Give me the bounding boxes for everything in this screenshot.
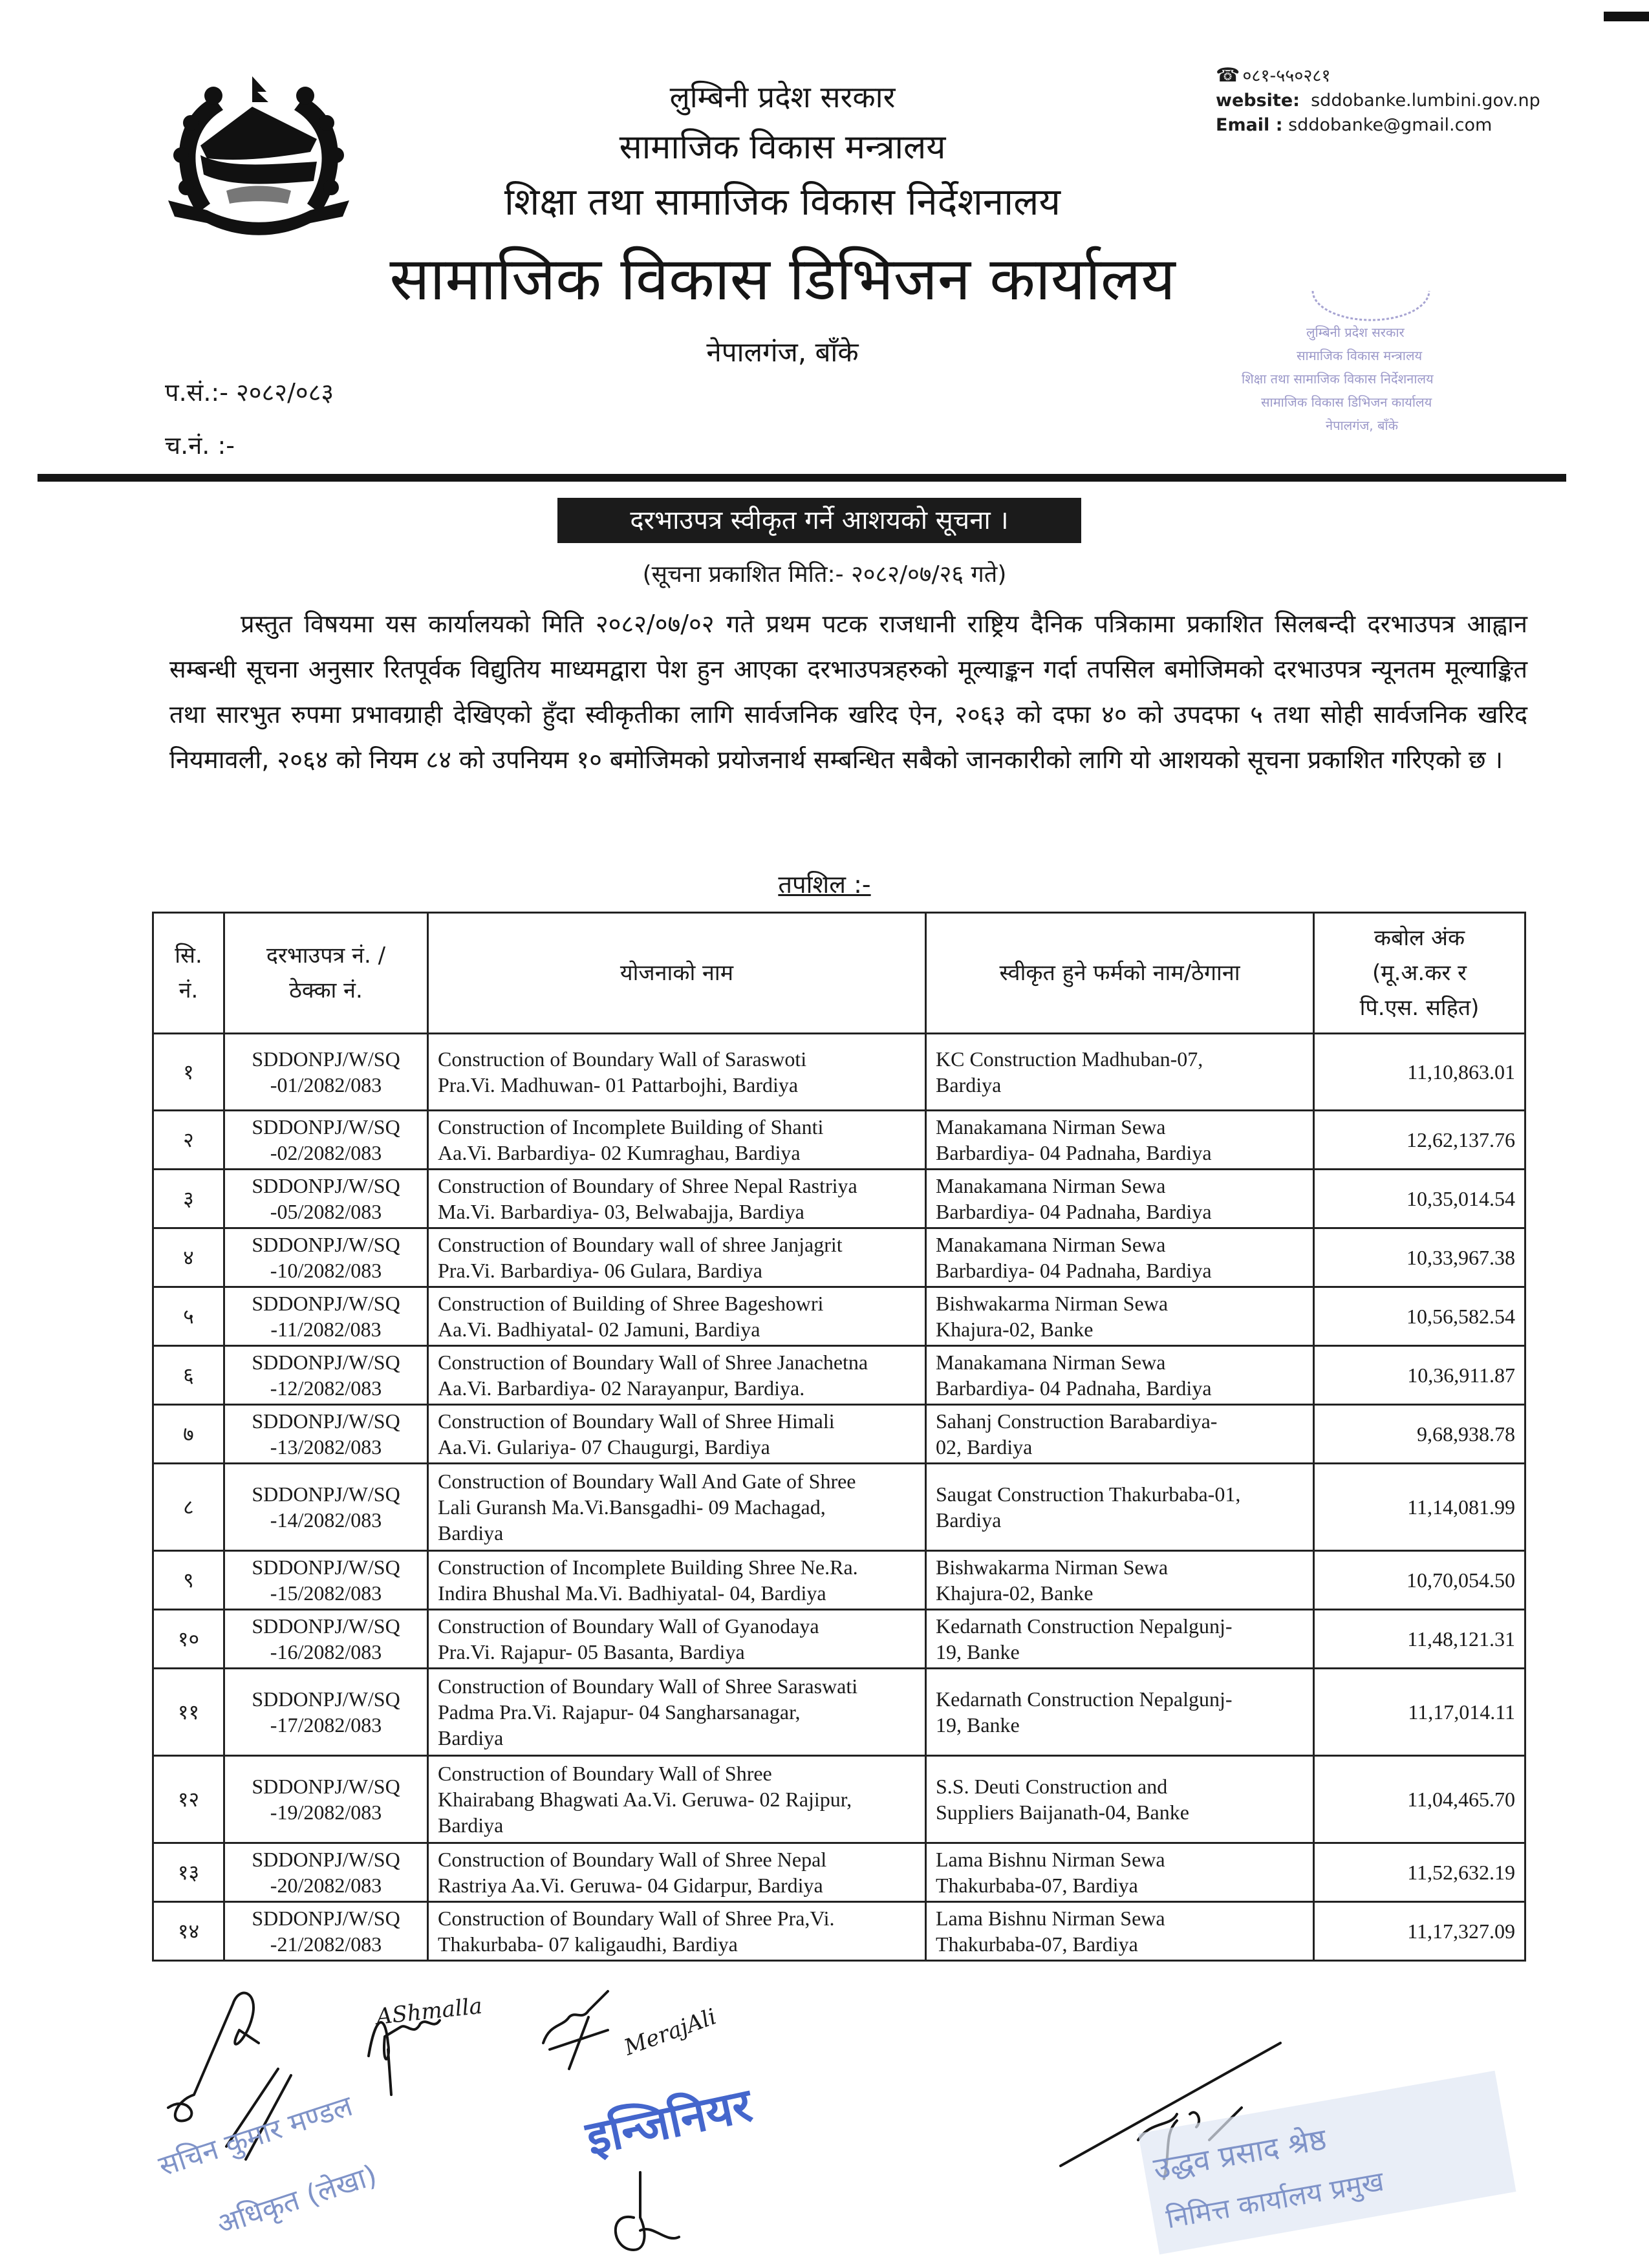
- cell-bid-number: [224, 1464, 428, 1551]
- office-seal-stamp: [1216, 284, 1552, 465]
- column-header-bid-number: [224, 913, 428, 1034]
- cell-firm-line: Bardiya: [936, 1508, 1002, 1532]
- cell-bid-number: [224, 1610, 428, 1669]
- letter-reference-number: प.सं.:- २०८२/०८३: [165, 378, 334, 407]
- website-line: [1216, 89, 1540, 113]
- cell-bid-number-line: SDDONPJ/W/SQ: [252, 1482, 400, 1506]
- cell-serial: १०: [153, 1610, 224, 1669]
- header-line: नं.: [178, 978, 199, 1003]
- email-label: Email :: [1216, 115, 1283, 135]
- cell-project-name-line: Construction of Boundary Wall of Shree Himali: [438, 1409, 835, 1433]
- table-row: [153, 1610, 1525, 1669]
- cell-bid-number: [224, 1287, 428, 1346]
- table-row: [153, 1902, 1525, 1961]
- cell-bid-number-line: -19/2082/083: [270, 1801, 382, 1824]
- cell-bid-amount: 10,33,967.38: [1314, 1228, 1525, 1287]
- cell-bid-number: [224, 1228, 428, 1287]
- stamp-head-title: निमित्त कार्यालय प्रमुख: [1163, 2165, 1386, 2235]
- cell-firm-line: Kedarnath Construction Nepalgunj-: [936, 1614, 1233, 1638]
- phone-line: [1216, 63, 1540, 89]
- cell-firm: [926, 1756, 1314, 1843]
- cell-project-name-line: Construction of Boundary Wall of Gyanodaya: [438, 1614, 819, 1638]
- cell-project-name-line: Pra.Vi. Madhuwan- 01 Pattarbojhi, Bardiya: [438, 1073, 799, 1097]
- cell-project-name-line: Lali Guransh Ma.Vi.Bansgadhi- 09 Machagad,: [438, 1495, 826, 1519]
- cell-project-name-line: Construction of Boundary Wall of Shree Saraswati: [438, 1674, 858, 1698]
- table-row: [153, 1170, 1525, 1228]
- stamp-engineer: इन्जिनियर: [581, 2077, 757, 2166]
- cell-bid-number-line: SDDONPJ/W/SQ: [252, 1174, 400, 1197]
- cell-bid-number-line: -02/2082/083: [270, 1141, 382, 1164]
- cell-bid-number-line: -20/2082/083: [270, 1874, 382, 1897]
- cell-firm-line: Bardiya: [936, 1073, 1002, 1097]
- cell-bid-number-line: SDDONPJ/W/SQ: [252, 1687, 400, 1711]
- header-line: ठेक्का नं.: [289, 978, 363, 1003]
- cell-bid-number-line: SDDONPJ/W/SQ: [252, 1115, 400, 1139]
- notice-title: दरभाउपत्र स्वीकृत गर्ने आशयको सूचना ।: [557, 498, 1081, 543]
- cell-firm-line: Manakamana Nirman Sewa: [936, 1351, 1166, 1374]
- cell-firm: [926, 1287, 1314, 1346]
- approved-bids-table: [152, 912, 1526, 1962]
- cell-project-name-line: Aa.Vi. Barbardiya- 02 Narayanpur, Bardiya.: [438, 1376, 805, 1400]
- cell-firm: [926, 1843, 1314, 1902]
- cell-bid-number-line: -15/2082/083: [270, 1581, 382, 1605]
- table-row: [153, 1551, 1525, 1610]
- cell-project-name-line: Aa.Vi. Gulariya- 07 Chaugurgi, Bardiya: [438, 1435, 770, 1459]
- table-row: [153, 1405, 1525, 1464]
- cell-firm-line: Khajura-02, Banke: [936, 1318, 1094, 1341]
- cell-firm-line: Barbardiya- 04 Padnaha, Bardiya: [936, 1376, 1212, 1400]
- cell-serial: ९: [153, 1551, 224, 1610]
- cell-bid-amount: 9,68,938.78: [1314, 1405, 1525, 1464]
- cell-bid-number: [224, 1034, 428, 1111]
- cell-project-name-line: Construction of Building of Shree Bageshowri: [438, 1292, 824, 1315]
- cell-bid-amount: 12,62,137.76: [1314, 1111, 1525, 1170]
- table-row: [153, 1346, 1525, 1405]
- cell-bid-number-line: -12/2082/083: [270, 1376, 382, 1400]
- cell-firm-line: Lama Bishnu Nirman Sewa: [936, 1907, 1165, 1930]
- cell-bid-number-line: SDDONPJ/W/SQ: [252, 1409, 400, 1433]
- stamp-accounts-name: सचिन कुमार मण्डल: [155, 2089, 357, 2183]
- cell-project-name-line: Pra.Vi. Barbardiya- 06 Gulara, Bardiya: [438, 1259, 762, 1282]
- cell-bid-number-line: -16/2082/083: [270, 1640, 382, 1664]
- cell-project-name-line: Thakurbaba- 07 kaligaudhi, Bardiya: [438, 1932, 738, 1956]
- phone-number: ०८१-५५०२८१: [1242, 66, 1331, 86]
- table-row: [153, 1034, 1525, 1111]
- cell-bid-number: [224, 1669, 428, 1756]
- cell-project-name: [428, 1228, 926, 1287]
- cell-bid-number-line: -13/2082/083: [270, 1435, 382, 1459]
- cell-bid-number: [224, 1843, 428, 1902]
- telephone-icon: ☎: [1216, 64, 1240, 87]
- cell-bid-amount: 10,36,911.87: [1314, 1346, 1525, 1405]
- email-line: [1216, 113, 1540, 138]
- cell-bid-amount: 11,04,465.70: [1314, 1756, 1525, 1843]
- cell-bid-number-line: SDDONPJ/W/SQ: [252, 1233, 400, 1256]
- cell-firm-line: Bishwakarma Nirman Sewa: [936, 1292, 1169, 1315]
- cell-bid-amount: 11,10,863.01: [1314, 1034, 1525, 1111]
- cell-serial: ३: [153, 1170, 224, 1228]
- cell-project-name-line: Rastriya Aa.Vi. Geruwa- 04 Gidarpur, Bardiya: [438, 1874, 823, 1897]
- cell-project-name: [428, 1346, 926, 1405]
- table-row: [153, 1228, 1525, 1287]
- cell-bid-number-line: SDDONPJ/W/SQ: [252, 1907, 400, 1930]
- cell-project-name: [428, 1464, 926, 1551]
- cell-project-name-line: Construction of Incomplete Building Shree Ne.Ra.: [438, 1556, 858, 1579]
- cell-bid-number: [224, 1756, 428, 1843]
- cell-firm-line: Manakamana Nirman Sewa: [936, 1233, 1166, 1256]
- cell-project-name-line: Khairabang Bhagwati Aa.Vi. Geruwa- 02 Rajipur,: [438, 1788, 852, 1811]
- cell-project-name: [428, 1551, 926, 1610]
- seal-line-4: सामाजिक विकास डिभिजन कार्यालय: [1261, 394, 1432, 410]
- seal-line-2: सामाजिक विकास मन्त्रालय: [1297, 348, 1423, 363]
- header-line: सि.: [175, 943, 202, 968]
- column-header-firm: स्वीकृत हुने फर्मको नाम/ठेगाना: [926, 913, 1314, 1034]
- header-line: कबोल अंक: [1374, 925, 1465, 951]
- website-link[interactable]: sddobanke.lumbini.gov.np: [1311, 91, 1540, 111]
- cell-bid-number-line: SDDONPJ/W/SQ: [252, 1351, 400, 1374]
- cell-firm-line: Sahanj Construction Barabardiya-: [936, 1409, 1218, 1433]
- seal-ring-icon: [1306, 284, 1436, 323]
- cell-firm-line: Lama Bishnu Nirman Sewa: [936, 1848, 1165, 1871]
- cell-project-name: [428, 1843, 926, 1902]
- office-location: नेपालगंज, बाँके: [706, 336, 859, 368]
- table-row: [153, 1669, 1525, 1756]
- cell-project-name-line: Pra.Vi. Rajapur- 05 Basanta, Bardiya: [438, 1640, 745, 1664]
- cell-bid-number: [224, 1551, 428, 1610]
- notice-body-text: प्रस्तुत विषयमा यस कार्यालयको मिति २०८२/०७/०२ गते प्रथम पटक राजधानी राष्ट्रिय दैनिक पत्रिकामा प्रकाशित सिलबन्दी दरभाउपत्र आह्वान सम्बन्धी सूचना अनुसार रितपूर्वक विद्युतिय माध्यमद्वारा पेश हुन आएका दरभाउपत्रहरुको मूल्याङ्कन गर्दा तपसिल बमोजिमको दरभाउपत्र न्यूनतम मूल्याङ्कित तथा सारभुत रुपमा प्रभावग्राही देखिएको हुँदा स्वीकृतीका लागि सार्वजनिक खरिद ऐन, २०६३ को दफा ४० को उपदफा ५ तथा सोही सार्वजनिक खरिद नियमावली, २०६४ को नियम ८४ को उपनियम १० बमोजिमको प्रयोजनार्थ सम्बन्धित सबैको जानकारीको लागि यो आशयको सूचना प्रकाशित गरिएको छ ।: [169, 610, 1527, 774]
- cell-serial: ५: [153, 1287, 224, 1346]
- header-line: पि.एस. सहित): [1359, 995, 1480, 1021]
- cell-firm-line: Manakamana Nirman Sewa: [936, 1115, 1166, 1139]
- cell-project-name-line: Construction of Boundary Wall of Shree Pra,Vi.: [438, 1907, 835, 1930]
- cell-firm-line: 02, Bardiya: [936, 1435, 1033, 1459]
- cell-firm-line: Bishwakarma Nirman Sewa: [936, 1556, 1169, 1579]
- cell-serial: ४: [153, 1228, 224, 1287]
- cell-project-name-line: Indira Bhushal Ma.Vi. Badhiyatal- 04, Bardiya: [438, 1581, 826, 1605]
- cell-bid-number: [224, 1170, 428, 1228]
- cell-bid-number-line: -17/2082/083: [270, 1713, 382, 1737]
- handwritten-signature-name-1: AShmalla: [375, 1993, 484, 2030]
- table-body: [153, 1034, 1525, 1961]
- cell-firm-line: 19, Banke: [936, 1713, 1020, 1737]
- cell-firm-line: Suppliers Baijanath-04, Banke: [936, 1801, 1189, 1824]
- cell-project-name: [428, 1034, 926, 1111]
- cell-project-name: [428, 1287, 926, 1346]
- cell-project-name-line: Construction of Boundary Wall of Shree Janachetna: [438, 1351, 868, 1374]
- seal-line-3: शिक्षा तथा सामाजिक विकास निर्देशनालय: [1242, 371, 1434, 387]
- cell-bid-number: [224, 1111, 428, 1170]
- cell-firm-line: Barbardiya- 04 Padnaha, Bardiya: [936, 1141, 1212, 1164]
- cell-bid-amount: 10,35,014.54: [1314, 1170, 1525, 1228]
- cell-serial: ११: [153, 1669, 224, 1756]
- cell-bid-number-line: -14/2082/083: [270, 1508, 382, 1532]
- cell-project-name: [428, 1111, 926, 1170]
- cell-bid-number-line: -21/2082/083: [270, 1932, 382, 1956]
- cell-firm-line: S.S. Deuti Construction and: [936, 1775, 1168, 1798]
- cell-serial: ६: [153, 1346, 224, 1405]
- column-header-serial: [153, 913, 224, 1034]
- handwritten-signature-name-2: MerajAli: [621, 2004, 720, 2061]
- seal-line-5: नेपालगंज, बाँके: [1326, 418, 1398, 433]
- header-divider: [38, 474, 1566, 482]
- cell-firm-line: Khajura-02, Banke: [936, 1581, 1094, 1605]
- cell-serial: ८: [153, 1464, 224, 1551]
- cell-firm-line: Barbardiya- 04 Padnaha, Bardiya: [936, 1259, 1212, 1282]
- cell-project-name: [428, 1170, 926, 1228]
- cell-firm-line: Thakurbaba-07, Bardiya: [936, 1932, 1138, 1956]
- cell-firm-line: 19, Banke: [936, 1640, 1020, 1664]
- cell-firm: [926, 1346, 1314, 1405]
- cell-serial: १: [153, 1034, 224, 1111]
- directorate-heading: शिक्षा तथा सामाजिक विकास निर्देशनालय: [504, 180, 1061, 224]
- cell-project-name-line: Padma Pra.Vi. Rajapur- 04 Sangharsanagar,: [438, 1700, 801, 1724]
- cell-firm: [926, 1111, 1314, 1170]
- cell-bid-number-line: SDDONPJ/W/SQ: [252, 1556, 400, 1579]
- signature-engineer-1: [369, 2020, 440, 2095]
- cell-serial: १४: [153, 1902, 224, 1961]
- cell-bid-number-line: -05/2082/083: [270, 1200, 382, 1223]
- cell-bid-number-line: SDDONPJ/W/SQ: [252, 1292, 400, 1315]
- column-header-bid-amount: [1314, 913, 1525, 1034]
- cell-firm-line: KC Construction Madhuban-07,: [936, 1047, 1203, 1071]
- province-government-heading: लुम्बिनी प्रदेश सरकार: [669, 80, 896, 114]
- column-header-project-name: योजनाको नाम: [428, 913, 926, 1034]
- cell-firm: [926, 1669, 1314, 1756]
- office-name-heading: सामाजिक विकास डिभिजन कार्यालय: [389, 244, 1176, 314]
- cell-project-name-line: Aa.Vi. Badhiyatal- 02 Jamuni, Bardiya: [438, 1318, 760, 1341]
- scan-edge-mark: [1604, 12, 1649, 21]
- cell-project-name-line: Construction of Boundary Wall of Shree Nepal: [438, 1848, 827, 1871]
- header-line: दरभाउपत्र नं. /: [266, 943, 386, 968]
- cell-firm: [926, 1551, 1314, 1610]
- nepal-government-emblem-icon: [162, 71, 356, 252]
- cell-bid-amount: 11,17,327.09: [1314, 1902, 1525, 1961]
- cell-project-name: [428, 1669, 926, 1756]
- cell-project-name: [428, 1610, 926, 1669]
- cell-firm-line: Kedarnath Construction Nepalgunj-: [936, 1687, 1233, 1711]
- contact-block: [1216, 63, 1540, 138]
- cell-serial: २: [153, 1111, 224, 1170]
- cell-bid-number-line: -11/2082/083: [270, 1318, 382, 1341]
- cell-firm: [926, 1464, 1314, 1551]
- cell-firm-line: Barbardiya- 04 Padnaha, Bardiya: [936, 1200, 1212, 1223]
- details-heading: तपशिल :-: [778, 870, 871, 899]
- cell-project-name: [428, 1902, 926, 1961]
- signature-engineer-2: [543, 1991, 608, 2069]
- table-row: [153, 1756, 1525, 1843]
- cell-bid-number-line: SDDONPJ/W/SQ: [252, 1047, 400, 1071]
- cell-project-name: [428, 1405, 926, 1464]
- table-row: [153, 1287, 1525, 1346]
- cell-firm: [926, 1902, 1314, 1961]
- notice-body: [169, 601, 1527, 782]
- cell-project-name: [428, 1756, 926, 1843]
- cell-bid-number-line: -01/2082/083: [270, 1073, 382, 1097]
- cell-project-name-line: Bardiya: [438, 1726, 504, 1749]
- cell-firm: [926, 1228, 1314, 1287]
- stamp-accounts-title: अधिकृत (लेखा): [213, 2158, 382, 2241]
- cell-firm: [926, 1170, 1314, 1228]
- cell-project-name-line: Construction of Boundary wall of shree Janjagrit: [438, 1233, 843, 1256]
- dispatch-number: च.नं. :-: [165, 431, 235, 460]
- cell-project-name-line: Bardiya: [438, 1813, 504, 1837]
- cell-firm: [926, 1610, 1314, 1669]
- cell-firm-line: Saugat Construction Thakurbaba-01,: [936, 1482, 1241, 1506]
- table-row: [153, 1843, 1525, 1902]
- cell-project-name-line: Ma.Vi. Barbardiya- 03, Belwabajja, Bardiya: [438, 1200, 804, 1223]
- cell-serial: ७: [153, 1405, 224, 1464]
- website-label: website:: [1216, 91, 1300, 111]
- cell-bid-amount: 11,17,014.11: [1314, 1669, 1525, 1756]
- table-header-row: [153, 913, 1525, 1034]
- stamp-head-name: उद्धव प्रसाद श्रेष्ठ: [1150, 2121, 1329, 2187]
- cell-bid-number-line: SDDONPJ/W/SQ: [252, 1848, 400, 1871]
- cell-project-name-line: Bardiya: [438, 1521, 504, 1545]
- seal-line-1: लुम्बिनी प्रदेश सरकार: [1306, 325, 1405, 340]
- cell-bid-number-line: SDDONPJ/W/SQ: [252, 1775, 400, 1798]
- cell-project-name-line: Construction of Boundary Wall of Shree: [438, 1762, 772, 1785]
- cell-serial: १३: [153, 1843, 224, 1902]
- notice-published-date: (सूचना प्रकाशित मिति:- २०८२/०७/२६ गते): [642, 561, 1007, 588]
- table-row: [153, 1464, 1525, 1551]
- cell-firm: [926, 1034, 1314, 1111]
- cell-project-name-line: Construction of Boundary Wall And Gate of Shree: [438, 1470, 856, 1493]
- cell-project-name-line: Aa.Vi. Barbardiya- 02 Kumraghau, Bardiya: [438, 1141, 801, 1164]
- cell-firm-line: Manakamana Nirman Sewa: [936, 1174, 1166, 1197]
- cell-firm-line: Thakurbaba-07, Bardiya: [936, 1874, 1138, 1897]
- cell-bid-amount: 11,14,081.99: [1314, 1464, 1525, 1551]
- cell-bid-number-line: SDDONPJ/W/SQ: [252, 1614, 400, 1638]
- cell-bid-number: [224, 1346, 428, 1405]
- signature-initial: [616, 2172, 679, 2250]
- cell-firm: [926, 1405, 1314, 1464]
- cell-project-name-line: Construction of Boundary Wall of Saraswoti: [438, 1047, 807, 1071]
- cell-bid-amount: 10,56,582.54: [1314, 1287, 1525, 1346]
- email-link[interactable]: sddobanke@gmail.com: [1288, 115, 1493, 135]
- ministry-heading: सामाजिक विकास मन्त्रालय: [619, 128, 946, 167]
- cell-bid-number: [224, 1405, 428, 1464]
- cell-bid-number-line: -10/2082/083: [270, 1259, 382, 1282]
- cell-bid-amount: 11,48,121.31: [1314, 1610, 1525, 1669]
- cell-bid-number: [224, 1902, 428, 1961]
- header-line: (मू.अ.कर र: [1372, 960, 1467, 986]
- cell-bid-amount: 11,52,632.19: [1314, 1843, 1525, 1902]
- cell-project-name-line: Construction of Boundary of Shree Nepal Rastriya: [438, 1174, 857, 1197]
- cell-project-name-line: Construction of Incomplete Building of Shanti: [438, 1115, 824, 1139]
- cell-bid-amount: 10,70,054.50: [1314, 1551, 1525, 1610]
- cell-serial: १२: [153, 1756, 224, 1843]
- table-row: [153, 1111, 1525, 1170]
